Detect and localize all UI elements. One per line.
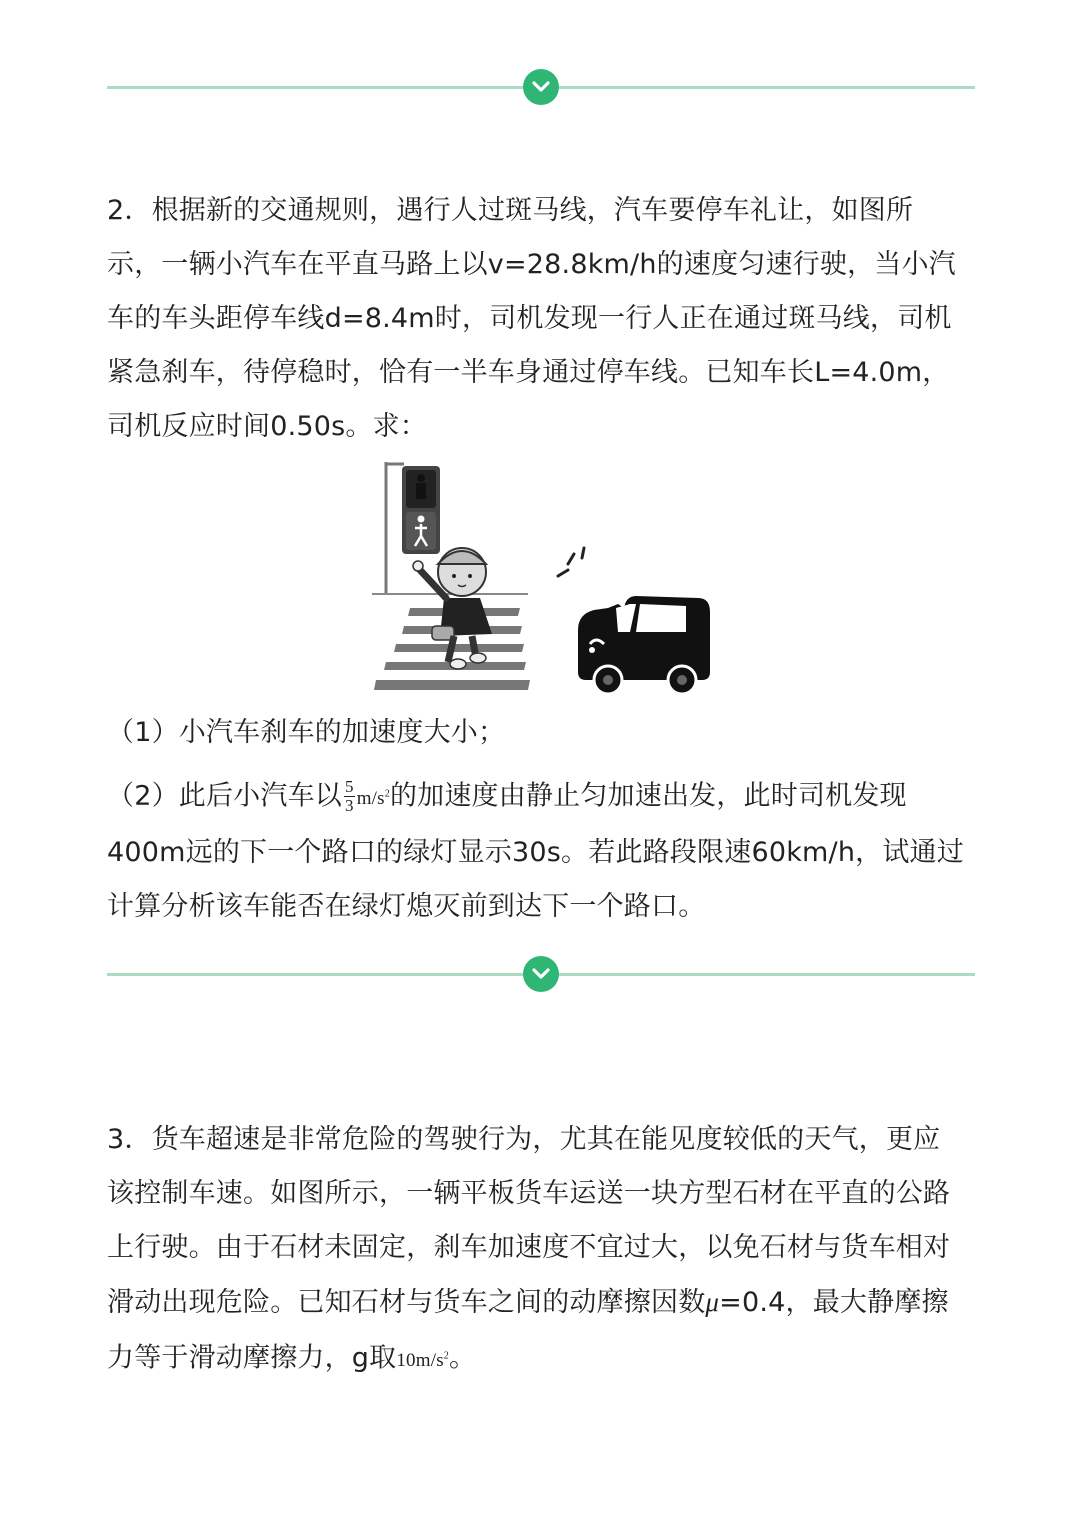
question-2-line: 示，一辆小汽车在平直马路上以v=28.8km/h的速度匀速行驶，当小汽 (107, 249, 956, 280)
car-icon (578, 596, 710, 694)
subquestion-2-suffix: 的加速度由静止匀加速出发，此时司机发现 (389, 780, 907, 812)
subquestion-1: （1）小汽车刹车的加速度大小； (107, 717, 506, 748)
question-2-stem (107, 184, 975, 454)
question-3-line: 3．货车超速是非常危险的驾驶行为，尤其在能见度较低的天气，更应 (107, 1124, 941, 1155)
chevron-down-icon (523, 956, 559, 992)
unit-exponent: 2 (384, 789, 390, 800)
question-3-line4-prefix: 滑动出现危险。已知石材与货车之间的动摩擦因数 (107, 1287, 706, 1318)
question-2-subquestions (107, 706, 975, 934)
fraction-denominator: 3 (344, 796, 354, 816)
question-3-line5-prefix: 力等于滑动摩擦力，g取 (107, 1342, 397, 1374)
unit-text: 10m/s (396, 1350, 444, 1372)
question-3-stem (107, 1113, 975, 1388)
question-2-line: 车的车头距停车线d=8.4m时，司机发现一行人正在通过斑马线，司机 (107, 303, 952, 334)
unit (396, 1350, 449, 1371)
mu-symbol: μ (705, 1287, 720, 1317)
crosswalk-illustration (368, 458, 718, 698)
question-3-line4-suffix: =0.4，最大静摩擦 (719, 1287, 949, 1318)
motion-marks (558, 548, 584, 576)
section-divider-middle (107, 955, 975, 995)
question-2-line: 紧急刹车，待停稳时，恰有一半车身通过停车线。已知车长L=4.0m， (107, 357, 950, 388)
question-3-line (107, 1330, 975, 1388)
question-3-line (107, 1275, 975, 1330)
subquestion-2-line: 计算分析该车能否在绿灯熄灭前到达下一个路口。 (107, 891, 706, 923)
section-divider-top (107, 68, 975, 108)
question-3-line: 上行驶。由于石材未固定，刹车加速度不宜过大，以免石材与货车相对 (107, 1232, 951, 1263)
subquestion-2 (107, 768, 975, 826)
subquestion-2-line: 400m远的下一个路口的绿灯显示30s。若此路段限速60km/h，试通过 (107, 837, 964, 869)
question-2-line: 司机反应时间0.50s。求： (107, 411, 427, 442)
question-3-line5-suffix: 。 (449, 1342, 477, 1374)
subquestion-2-prefix: （2）此后小汽车以 (107, 780, 342, 812)
fraction (344, 778, 355, 815)
unit-text: m/s (356, 788, 385, 810)
unit-exponent: 2 (443, 1351, 449, 1362)
chevron-down-icon (523, 69, 559, 105)
question-3-line: 该控制车速。如图所示，一辆平板货车运送一块方型石材在平直的公路 (107, 1178, 951, 1209)
unit (357, 788, 390, 809)
fraction-numerator: 5 (344, 777, 354, 797)
question-2-line: 2．根据新的交通规则，遇行人过斑马线，汽车要停车礼让，如图所 (107, 195, 914, 226)
